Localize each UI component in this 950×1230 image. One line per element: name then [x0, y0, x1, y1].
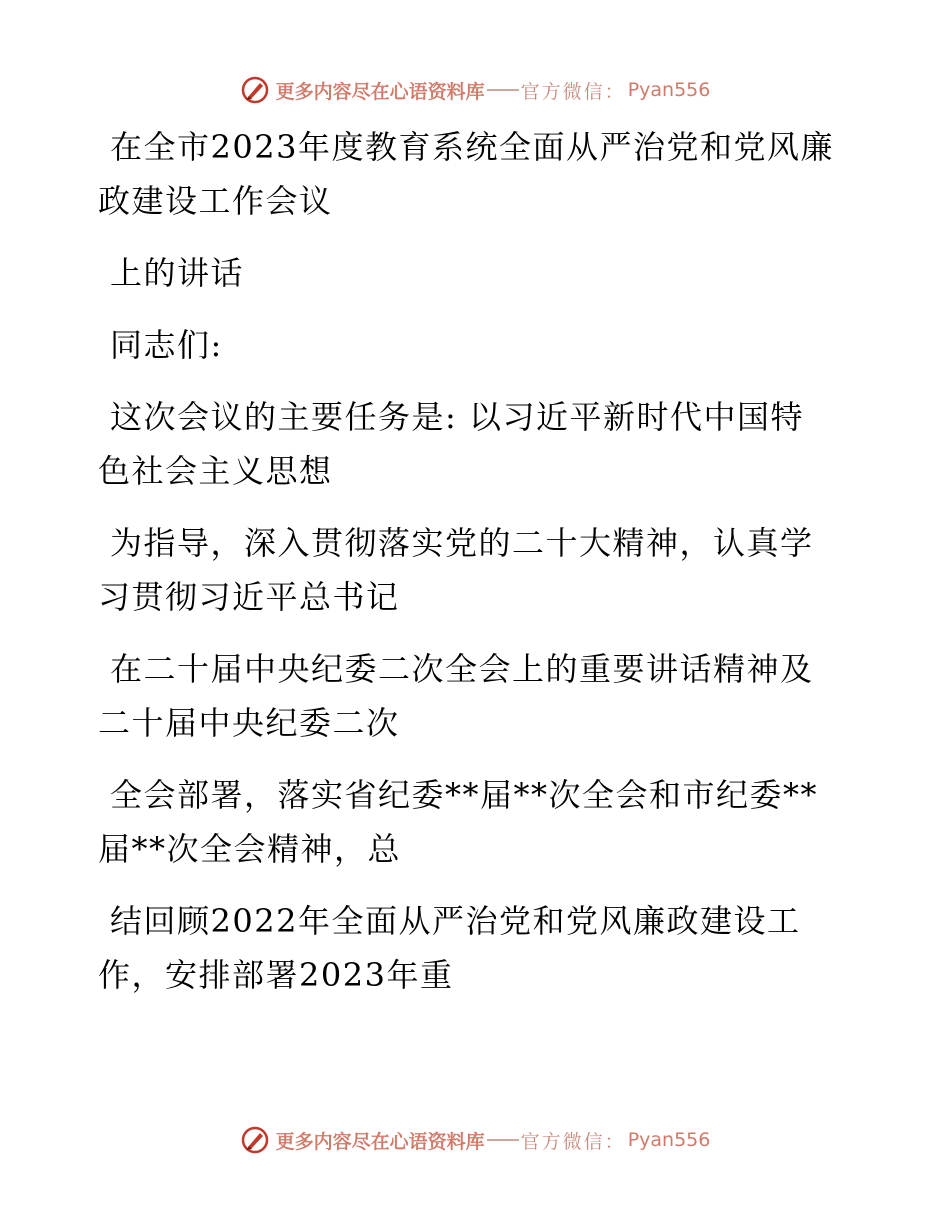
text-line: 在全市2023年度教育系统全面从严治党和党风廉 — [110, 128, 834, 166]
paragraph-title-suffix — [98, 246, 858, 300]
text-line: 这次会议的主要任务是: 以习近平新时代中国特 — [110, 398, 804, 436]
watermark-wechat-id: Pyan556 — [627, 79, 711, 101]
paragraph — [98, 768, 858, 876]
text-line: 色社会主义思想 — [98, 452, 333, 490]
watermark-site-text: 更多内容尽在心语资料库 — [275, 1130, 485, 1153]
text-line: 作，安排部署2023年重 — [98, 956, 454, 994]
text-line: 同志们: — [110, 326, 223, 364]
watermark-sub-text: 官方微信： — [520, 80, 626, 103]
watermark-dash — [487, 89, 519, 91]
text-line: 习贯彻习近平总书记 — [98, 578, 400, 616]
header-watermark — [0, 70, 950, 110]
text-line: 上的讲话 — [110, 254, 245, 292]
paragraph — [98, 516, 858, 624]
watermark-text — [276, 1127, 711, 1154]
paragraph — [98, 390, 858, 498]
footer-watermark — [0, 1120, 950, 1160]
text-line: 在二十届中央纪委二次全会上的重要讲话精神及 — [110, 650, 814, 688]
paragraph-title — [98, 120, 858, 228]
watermark-wechat-id: Pyan556 — [627, 1129, 711, 1151]
text-line: 政建设工作会议 — [98, 182, 333, 220]
paragraph — [98, 894, 858, 1002]
text-line: 全会部署，落实省纪委**届**次全会和市纪委** — [110, 776, 819, 814]
pen-logo-icon — [240, 1125, 270, 1155]
text-line: 二十届中央纪委二次 — [98, 704, 400, 742]
watermark-dash — [487, 1139, 519, 1141]
pen-logo-icon — [240, 75, 270, 105]
text-line: 为指导，深入贯彻落实党的二十大精神，认真学 — [110, 524, 814, 562]
watermark-site-text: 更多内容尽在心语资料库 — [275, 80, 485, 103]
document-body — [98, 120, 858, 1020]
paragraph — [98, 642, 858, 750]
text-line: 届**次全会精神，总 — [98, 830, 402, 868]
paragraph-salutation — [98, 318, 858, 372]
text-line: 结回顾2022年全面从严治党和党风廉政建设工 — [110, 902, 801, 940]
watermark-sub-text: 官方微信： — [520, 1130, 626, 1153]
watermark-text — [276, 77, 711, 104]
